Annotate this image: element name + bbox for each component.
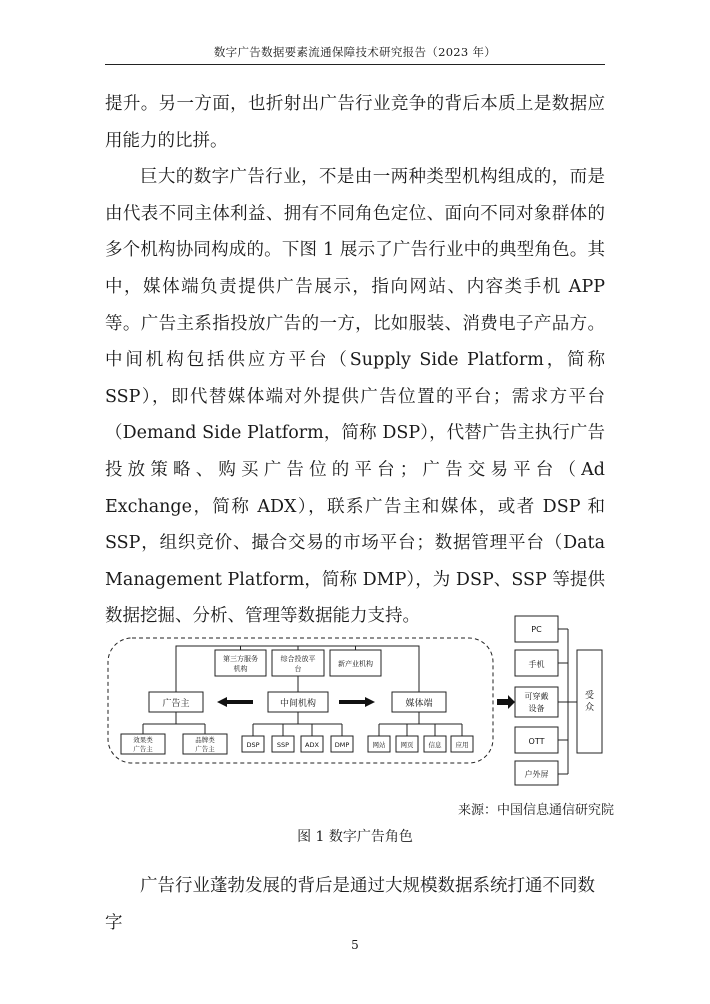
body-text-continued [105,868,605,941]
paragraph-1: 提升。另一方面，也折射出广告行业竞争的背后本质上是数据应用能力的比拼。 [105,94,605,151]
label-wearable-1: 可穿戴 [524,692,549,701]
body-text [105,86,605,635]
label-ott: OTT [528,737,545,746]
label-phone: 手机 [528,660,545,669]
label-audience-2: 众 [584,703,595,713]
label-new-industry: 新产业机构 [338,660,373,668]
running-header: 数字广告数据要素流通保障技术研究报告（2023 年） [213,45,497,59]
arrow-to-devices [497,695,515,709]
label-platform-2: 台 [294,665,302,673]
label-platform-1: 综合投放平 [280,655,316,663]
label-third-party-2: 机构 [233,665,248,673]
header-rule [105,64,605,65]
figure-caption: 图 1 数字广告角色 [297,829,413,845]
arrow-to-media [339,697,375,707]
label-wearable-2: 设备 [528,704,545,713]
arrow-to-advertiser [217,697,253,707]
label-adx: ADX [305,741,319,749]
figure-digital-ad-roles [105,612,605,787]
label-webpage: 网页 [400,741,414,749]
label-website: 网站 [372,741,386,749]
label-audience-1: 受 [584,691,595,701]
label-pc: PC [531,625,542,634]
label-third-party-1: 第三方服务 [223,655,258,663]
label-brand-2: 广告主 [195,745,215,753]
role-diagram [105,612,605,787]
paragraph-3: 广告行业蓬勃发展的背后是通过大规模数据系统打通不同数字 [105,876,595,933]
page-number: 5 [351,938,359,952]
label-info: 信息 [428,741,442,749]
label-ssp: SSP [276,741,290,749]
label-app: 应用 [455,741,469,749]
label-middle: 中间机构 [279,699,317,709]
paragraph-2: 巨大的数字广告行业，不是由一两种类型机构组成的，而是由代表不同主体利益、拥有不同角色定位、面向不同对象群体的多个机构协同构成的。下图 1 展示了广告行业中的典型角色。其中，媒体端负责提供广告展示，指向网站、内容类手机 APP 等。广告主系指投放广告的一方，比如服装、消费电子产品方。中间机构包括供应方平台（Supply Side Platform，简称 SSP），即代替媒体端对外提供广告位置的平台；需求方平台（Demand Side Platform，简称 DSP），代替广告主执行广告投放策略、购买广告位的平台；广告交易平台（Ad Exchange，简称 ADX），联系广告主和媒体，或者 DSP 和 SSP，组织竞价、撮合交易的市场平台；数据管理平台（Data Management Platform，简称 DMP），为 DSP、SSP 等提供数据挖掘、分析、管理等数据能力支持。 [105,167,605,627]
label-media: 媒体端 [405,699,433,709]
label-dmp: DMP [334,741,350,749]
box-audience [577,650,602,753]
label-effect-1: 效果类 [133,736,153,744]
label-brand-1: 品牌类 [195,736,215,744]
label-effect-2: 广告主 [133,745,153,753]
label-dsp: DSP [246,741,260,749]
figure-source: 来源：中国信息通信研究院 [457,803,614,818]
label-outdoor: 户外屏 [524,770,549,779]
label-advertiser: 广告主 [162,699,190,709]
